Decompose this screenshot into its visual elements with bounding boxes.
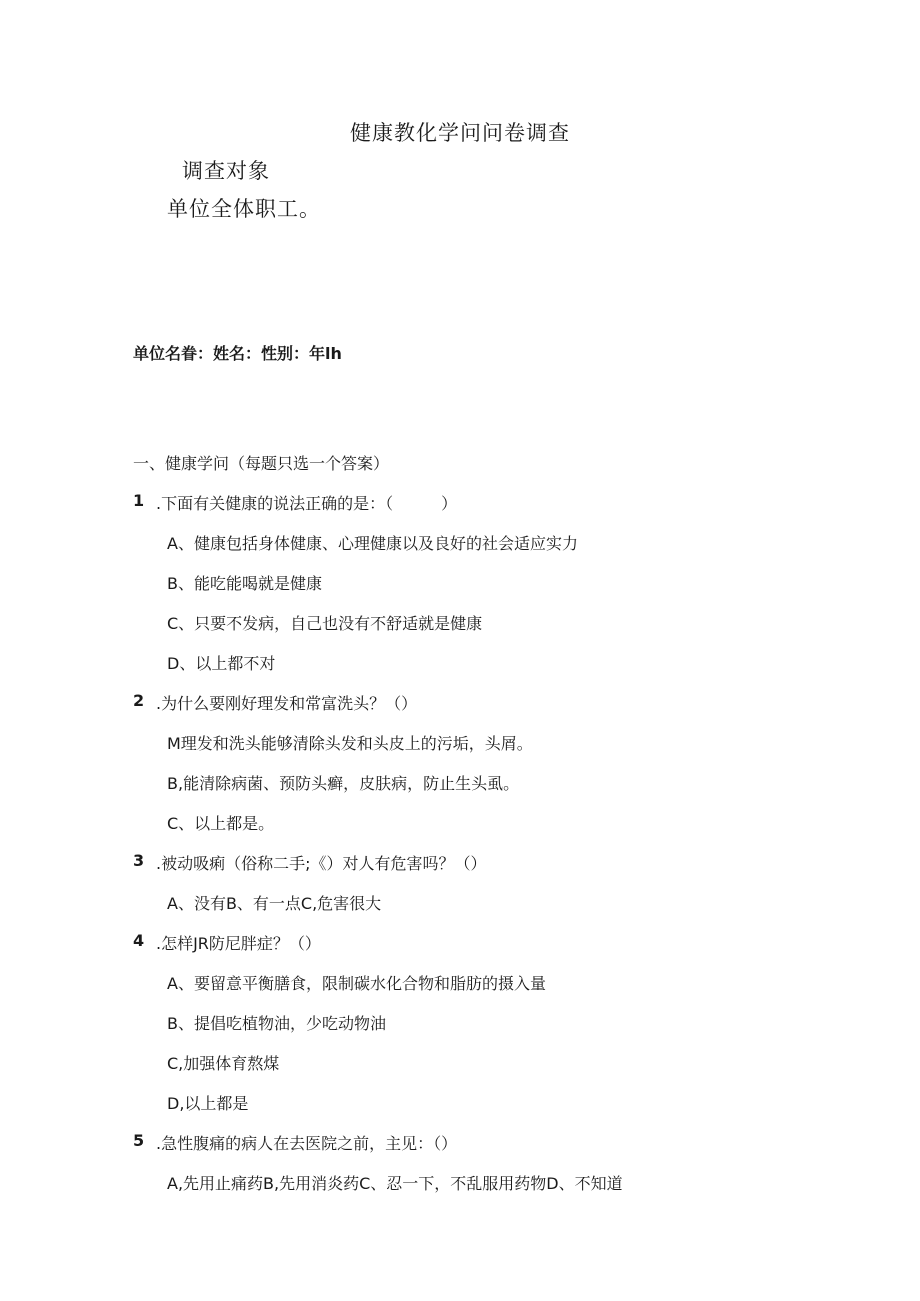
option-1d: D、以上都不对 (167, 654, 276, 673)
option-4b: B、提倡吃植物油，少吃动物油 (167, 1014, 386, 1033)
question-number: 5 (133, 1131, 145, 1150)
question-number: 1 (133, 491, 145, 510)
question-text: .急性腹痛的病人在去医院之前，主见：（） (156, 1134, 458, 1153)
option-4d: D,以上都是 (167, 1094, 249, 1113)
survey-target-value: 单位全体职工。 (167, 197, 321, 221)
question-3 (0, 851, 920, 873)
section-heading: 一、健康学问（每题只选一个答案） (133, 454, 390, 473)
question-number: 2 (133, 691, 145, 710)
option-2a: M理发和洗头能够清除头发和头皮上的污垢，头屑。 (167, 734, 533, 753)
question-number: 4 (133, 931, 145, 950)
option-2b: B,能清除病菌、预防头癣，皮肤病，防止生头虱。 (167, 774, 520, 793)
survey-target-label: 调查对象 (182, 159, 270, 183)
question-2 (0, 691, 920, 713)
question-number: 3 (133, 851, 145, 870)
option-1c: C、只要不发病，自己也没有不舒适就是健康 (167, 614, 483, 633)
question-5 (0, 1131, 920, 1153)
option-4a: A、要留意平衡膳食，限制碳水化合物和脂肪的摄入量 (167, 974, 546, 993)
option-4c: C,加强体育熬煤 (167, 1054, 280, 1073)
question-text: .为什么要刚好理发和常富洗头？（） (156, 694, 418, 713)
option-2c: C、以上都是。 (167, 814, 275, 833)
question-text: .怎样JR防尼胖症？（） (156, 934, 321, 953)
question-text: .下面有关健康的说法正确的是：（ ） (156, 494, 458, 513)
option-1b: B、能吃能喝就是健康 (167, 574, 322, 593)
option-1a: A、健康包括身体健康、心理健康以及良好的社会适应实力 (167, 534, 578, 553)
page-title: 健康教化学问问卷调查 (350, 121, 570, 145)
option-5-line: A,先用止痛药B,先用消炎药C、忍一下，不乱服用药物D、不知道 (167, 1174, 623, 1193)
question-1 (0, 491, 920, 513)
question-text: .被动吸痢（俗称二手;《）对人有危害吗？（） (156, 854, 487, 873)
option-3-line: A、没有B、有一点C,危害很大 (167, 894, 382, 913)
respondent-info-line: 单位名眷：姓名：性别：年lh (133, 344, 342, 363)
question-4 (0, 931, 920, 953)
